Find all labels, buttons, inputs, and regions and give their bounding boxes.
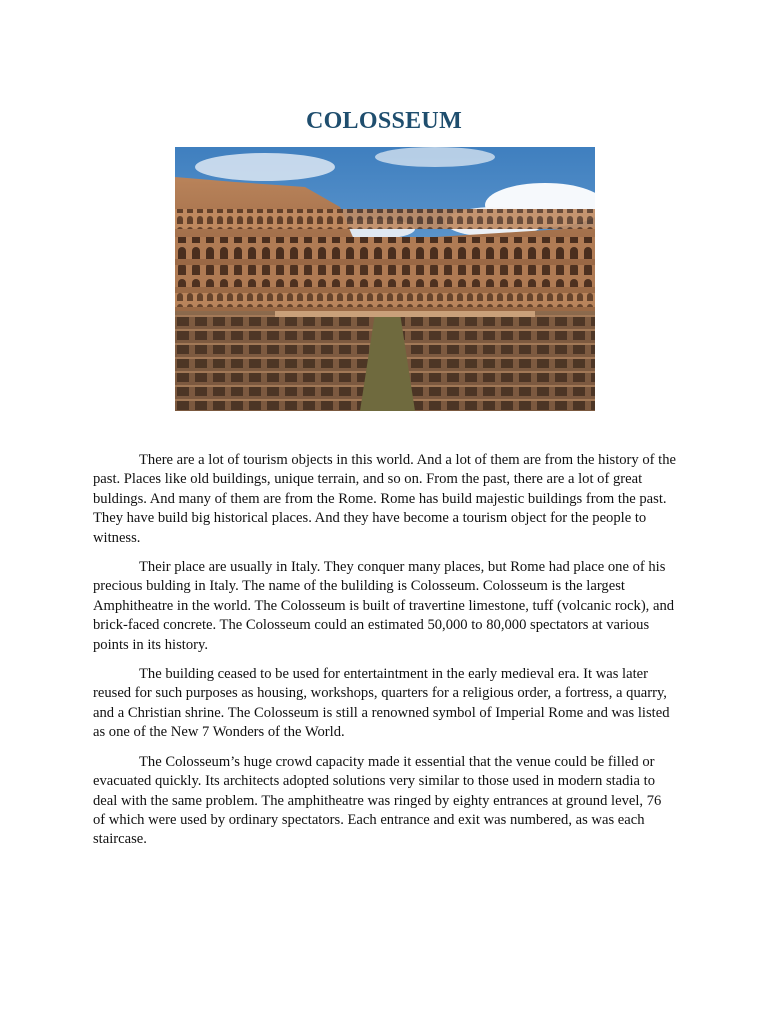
paragraph-2: Their place are usually in Italy. They conquer many places, but Rome had place one of his precious bulding in Italy. The name of the bulilding is Colosseum. Colosseum is the largest Amphitheatre in the world. The Colosseum is built of travertine limestone, tuff (volcanic rock), and brick-faced concrete. The Colosseum could an estimated 50,000 to 80,000 spectators at various points in its history. xyxy=(93,559,675,653)
article-body xyxy=(93,451,676,860)
colosseum-photo xyxy=(175,147,595,411)
page-title: COLOSSEUM xyxy=(305,108,463,134)
paragraph-4: The Colosseum’s huge crowd capacity made it essential that the venue could be filled or evacuated quickly. Its architects adopted solutions very similar to those used in modern stadia to deal with the same problem. The amphitheatre was ringed by eighty entrances at ground level, 76 of which were used by ordinary spectators. Each entrance and exit was numbered, as was each staircase. xyxy=(93,753,662,848)
paragraph-1: There are a lot of tourism objects in this world. And a lot of them are from the history of the past. Places like old buildings, unique terrain, and so on. From the past, there are a lot of great buldings. And many of them are from the Rome. Rome has build majestic buildings from the past. They have build big historical places. And they have become a tourism object for the people to witness. xyxy=(93,452,676,546)
paragraph-3: The building ceased to be used for entertaintment in the early medieval era. It was later reused for such purposes as housing, workshops, quarters for a religious order, a fortress, a quarry, and a Christian shrine. The Colosseum is still a renowned symbol of Imperial Rome and was listed as one of the New 7 Wonders of the World. xyxy=(93,666,670,741)
